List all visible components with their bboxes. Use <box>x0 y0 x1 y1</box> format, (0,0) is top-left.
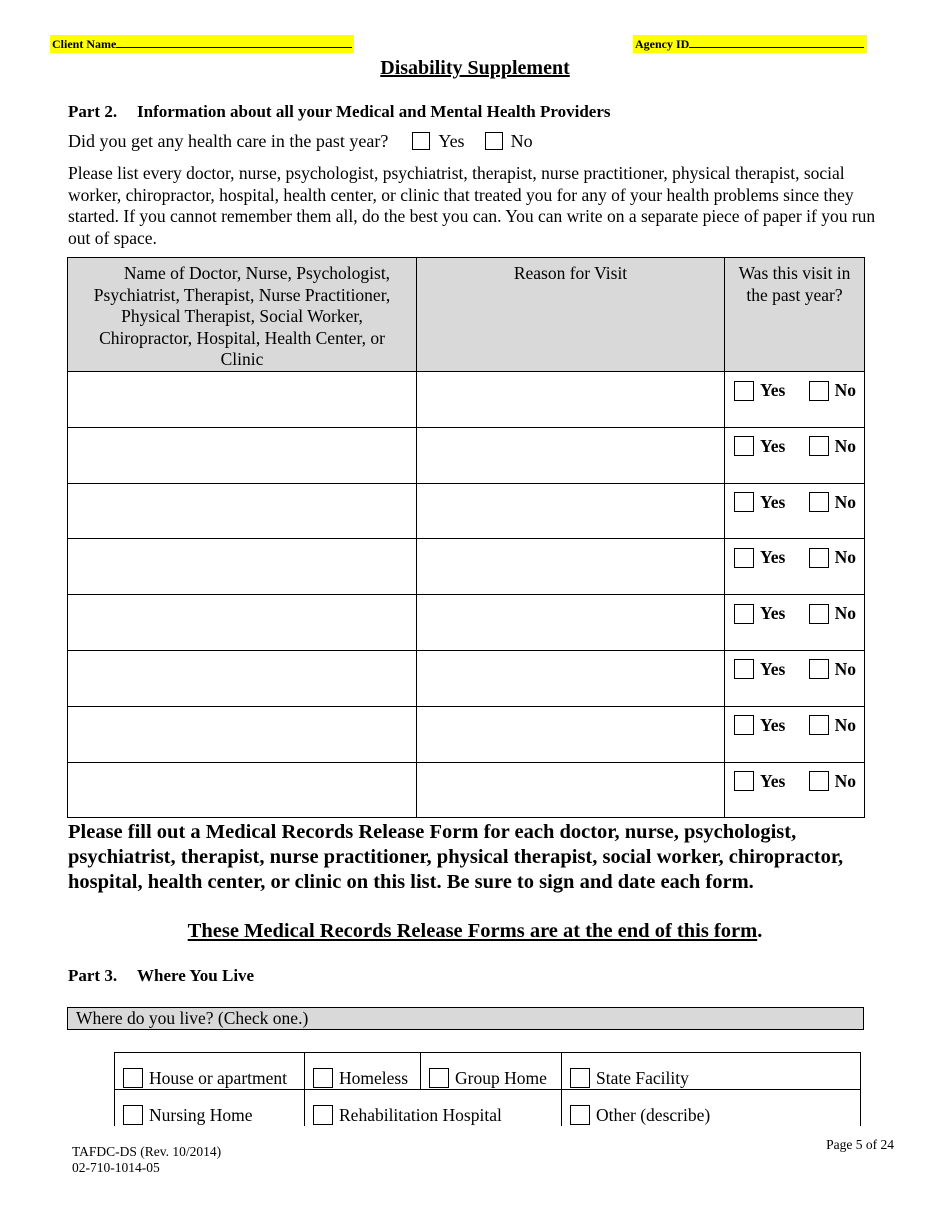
page-title: Disability Supplement <box>380 57 570 79</box>
rehab-hospital-label: Rehabilitation Hospital <box>339 1105 502 1125</box>
table-row <box>68 595 865 651</box>
page-number: Page 5 of 24 <box>826 1137 894 1152</box>
past-year-yes-checkbox[interactable] <box>734 771 754 791</box>
provider-name-cell[interactable] <box>68 762 417 818</box>
form-id: TAFDC-DS (Rev. 10/2014) <box>72 1144 222 1159</box>
past-year-no-label: No <box>834 658 856 679</box>
past-year-yes-label: Yes <box>760 603 786 624</box>
provider-name-cell[interactable] <box>68 539 417 595</box>
provider-name-cell[interactable] <box>68 595 417 651</box>
past-year-cell <box>725 595 865 651</box>
residence-option[interactable] <box>305 1053 421 1090</box>
agency-id-label: Agency ID <box>635 37 690 51</box>
reason-cell[interactable] <box>417 427 725 483</box>
table-row <box>68 706 865 762</box>
past-year-header: Was this visit in the past year? <box>725 258 865 372</box>
part2-title: Information about all your Medical and Mental Health Providers <box>137 102 611 121</box>
house-apartment-label: House or apartment <box>149 1068 288 1088</box>
past-year-no-label: No <box>834 491 856 512</box>
part2-heading <box>68 102 610 122</box>
reason-header: Reason for Visit <box>417 258 725 372</box>
provider-name-header: Name of Doctor, Nurse, Psychologist, Psychiatrist, Therapist, Nurse Practitioner, Physical Therapist, Social Worker, Chiropractor, Hospital, Health Center, or Clinic <box>68 258 417 372</box>
other-label: Other (describe) <box>596 1105 711 1125</box>
past-year-yes-checkbox[interactable] <box>734 436 754 456</box>
past-year-yes-checkbox[interactable] <box>734 715 754 735</box>
reason-cell[interactable] <box>417 706 725 762</box>
past-year-no-label: No <box>834 435 856 456</box>
past-year-cell <box>725 706 865 762</box>
health-care-yes-label: Yes <box>438 131 465 151</box>
reason-cell[interactable] <box>417 762 725 818</box>
past-year-no-label: No <box>834 603 856 624</box>
other-checkbox[interactable] <box>570 1105 590 1125</box>
health-care-no-label: No <box>510 131 533 151</box>
past-year-no-checkbox[interactable] <box>809 548 829 568</box>
residence-option[interactable] <box>115 1053 305 1090</box>
past-year-no-label: No <box>834 380 856 400</box>
past-year-cell <box>725 762 865 818</box>
part3-title: Where You Live <box>137 966 255 985</box>
past-year-yes-label: Yes <box>760 770 786 791</box>
provider-name-cell[interactable] <box>68 483 417 539</box>
past-year-yes-checkbox[interactable] <box>734 381 754 401</box>
residence-options-table <box>114 1052 861 1126</box>
past-year-cell <box>725 427 865 483</box>
past-year-yes-label: Yes <box>760 380 786 400</box>
agency-id-field[interactable] <box>633 35 867 53</box>
health-care-yes-checkbox[interactable] <box>412 132 430 150</box>
form-identifier <box>72 1144 221 1176</box>
past-year-yes-label: Yes <box>760 435 786 456</box>
homeless-label: Homeless <box>339 1068 409 1088</box>
nursing-home-label: Nursing Home <box>149 1105 253 1125</box>
release-form-notice: Please fill out a Medical Records Release Form for each doctor, nurse, psychologist, psychiatrist, therapist, nurse practitioner, physical therapist, social worker, chiropractor, hospital, health center, or clinic on this list. Be sure to sign and date each form. <box>68 821 844 893</box>
group-home-label: Group Home <box>455 1068 547 1088</box>
residence-option[interactable] <box>115 1090 305 1127</box>
table-row <box>68 650 865 706</box>
nursing-home-checkbox[interactable] <box>123 1105 143 1125</box>
past-year-yes-label: Yes <box>760 491 786 512</box>
providers-table <box>67 257 865 818</box>
past-year-no-label: No <box>834 547 856 568</box>
agency-id-line <box>689 35 864 48</box>
reason-cell[interactable] <box>417 595 725 651</box>
residence-option[interactable] <box>421 1053 562 1090</box>
table-row <box>68 762 865 818</box>
health-care-question-text: Did you get any health care in the past year? <box>68 131 389 151</box>
past-year-cell <box>725 650 865 706</box>
client-name-line <box>116 35 352 48</box>
group-home-checkbox[interactable] <box>429 1068 449 1088</box>
reason-cell[interactable] <box>417 483 725 539</box>
past-year-no-checkbox[interactable] <box>809 381 829 401</box>
rehab-hospital-checkbox[interactable] <box>313 1105 333 1125</box>
reason-cell[interactable] <box>417 539 725 595</box>
health-care-question <box>68 131 533 152</box>
provider-name-cell[interactable] <box>68 650 417 706</box>
residence-question: Where do you live? (Check one.) <box>67 1007 864 1030</box>
client-name-label: Client Name <box>52 37 117 51</box>
past-year-yes-checkbox[interactable] <box>734 659 754 679</box>
provider-name-cell[interactable] <box>68 427 417 483</box>
state-facility-label: State Facility <box>596 1068 689 1088</box>
past-year-no-checkbox[interactable] <box>809 604 829 624</box>
past-year-no-label: No <box>834 770 856 791</box>
past-year-yes-label: Yes <box>760 658 786 679</box>
past-year-yes-label: Yes <box>760 714 786 735</box>
client-name-field[interactable] <box>50 35 354 53</box>
reason-cell[interactable] <box>417 372 725 428</box>
past-year-cell <box>725 483 865 539</box>
residence-option[interactable] <box>562 1053 861 1090</box>
table-row <box>68 483 865 539</box>
past-year-cell <box>725 539 865 595</box>
reason-cell[interactable] <box>417 650 725 706</box>
residence-option[interactable] <box>305 1090 562 1127</box>
release-form-location-text: These Medical Records Release Forms are at the end of this form <box>187 920 758 942</box>
past-year-yes-label: Yes <box>760 547 786 568</box>
past-year-yes-checkbox[interactable] <box>734 604 754 624</box>
part3-heading <box>68 966 254 986</box>
table-row <box>68 372 865 428</box>
past-year-no-checkbox[interactable] <box>809 659 829 679</box>
past-year-yes-checkbox[interactable] <box>734 492 754 512</box>
provider-name-cell[interactable] <box>68 706 417 762</box>
instructions: Please list every doctor, nurse, psychologist, psychiatrist, therapist, nurse practitioner, physical therapist, social worker, chiropractor, hospital, health center, or clinic that treated you for any of your health problems since they started. If you cannot remember them all, do the best you can. You can write on a separate piece of paper if you run out of space. <box>68 163 876 249</box>
state-facility-checkbox[interactable] <box>570 1068 590 1088</box>
provider-name-cell[interactable] <box>68 372 417 428</box>
past-year-no-checkbox[interactable] <box>809 771 829 791</box>
past-year-no-label: No <box>834 714 856 735</box>
form-code: 02-710-1014-05 <box>72 1160 160 1175</box>
past-year-cell <box>725 372 865 428</box>
health-care-no-checkbox[interactable] <box>485 132 503 150</box>
residence-option[interactable] <box>562 1090 861 1127</box>
table-row <box>68 427 865 483</box>
homeless-checkbox[interactable] <box>313 1068 333 1088</box>
past-year-no-checkbox[interactable] <box>809 492 829 512</box>
past-year-yes-checkbox[interactable] <box>734 548 754 568</box>
part2-number: Part 2. <box>68 102 118 121</box>
part3-number: Part 3. <box>68 966 118 985</box>
past-year-no-checkbox[interactable] <box>809 436 829 456</box>
release-form-location-period: . <box>757 920 763 942</box>
house-apartment-checkbox[interactable] <box>123 1068 143 1088</box>
table-row <box>68 539 865 595</box>
past-year-no-checkbox[interactable] <box>809 715 829 735</box>
release-form-location <box>0 920 950 943</box>
